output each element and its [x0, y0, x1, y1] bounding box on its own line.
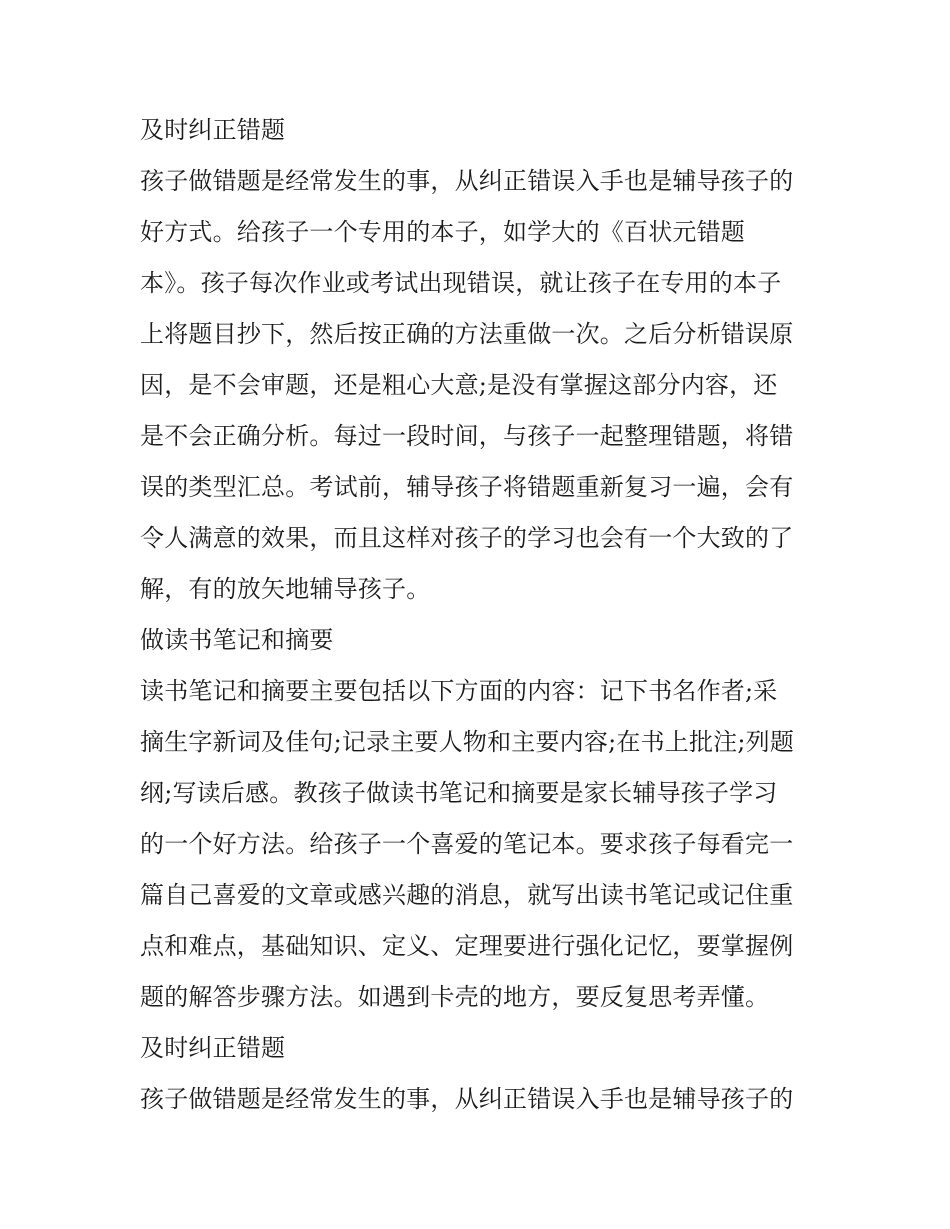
paragraph-line: 令人满意的效果，而且这样对孩子的学习也会有一个大致的了: [140, 524, 794, 552]
paragraph-line: 篇自己喜爱的文章或感兴趣的消息，就写出读书笔记或记住重: [140, 881, 794, 909]
paragraph-line: 是不会正确分析。每过一段时间，与孩子一起整理错题，将错: [140, 422, 794, 450]
paragraph-line: 孩子做错题是经常发生的事，从纠正错误入手也是辅导孩子的: [140, 167, 794, 195]
paragraph-line: 读书笔记和摘要主要包括以下方面的内容：记下书名作者;采: [140, 677, 778, 705]
paragraph-line: 的一个好方法。给孩子一个喜爱的笔记本。要求孩子每看完一: [140, 830, 794, 858]
paragraph-line: 因，是不会审题，还是粗心大意;是没有掌握这部分内容，还: [140, 371, 778, 399]
paragraph-line: 纲;写读后感。教孩子做读书笔记和摘要是家长辅导孩子学习: [140, 779, 778, 807]
paragraph-line: 好方式。给孩子一个专用的本子，如学大的《百状元错题: [140, 218, 745, 246]
paragraph-line: 解，有的放矢地辅导孩子。: [140, 575, 431, 603]
paragraph-line: 上将题目抄下，然后按正确的方法重做一次。之后分析错误原: [140, 320, 794, 348]
heading-correct-mistakes: 及时纠正错题: [140, 116, 286, 144]
heading-reading-notes: 做读书笔记和摘要: [140, 626, 334, 654]
paragraph-line: 孩子做错题是经常发生的事，从纠正错误入手也是辅导孩子的: [140, 1085, 794, 1113]
heading-correct-mistakes: 及时纠正错题: [140, 1034, 286, 1062]
paragraph-line: 误的类型汇总。考试前，辅导孩子将错题重新复习一遍，会有: [140, 473, 794, 501]
paragraph-line: 本》。孩子每次作业或考试出现错误，就让孩子在专用的本子: [140, 269, 782, 297]
paragraph-line: 摘生字新词及佳句;记录主要人物和主要内容;在书上批注;列题: [140, 728, 795, 756]
paragraph-line: 点和难点，基础知识、定义、定理要进行强化记忆，要掌握例: [140, 932, 794, 960]
paragraph-line: 题的解答步骤方法。如遇到卡壳的地方，要反复思考弄懂。: [140, 983, 770, 1011]
